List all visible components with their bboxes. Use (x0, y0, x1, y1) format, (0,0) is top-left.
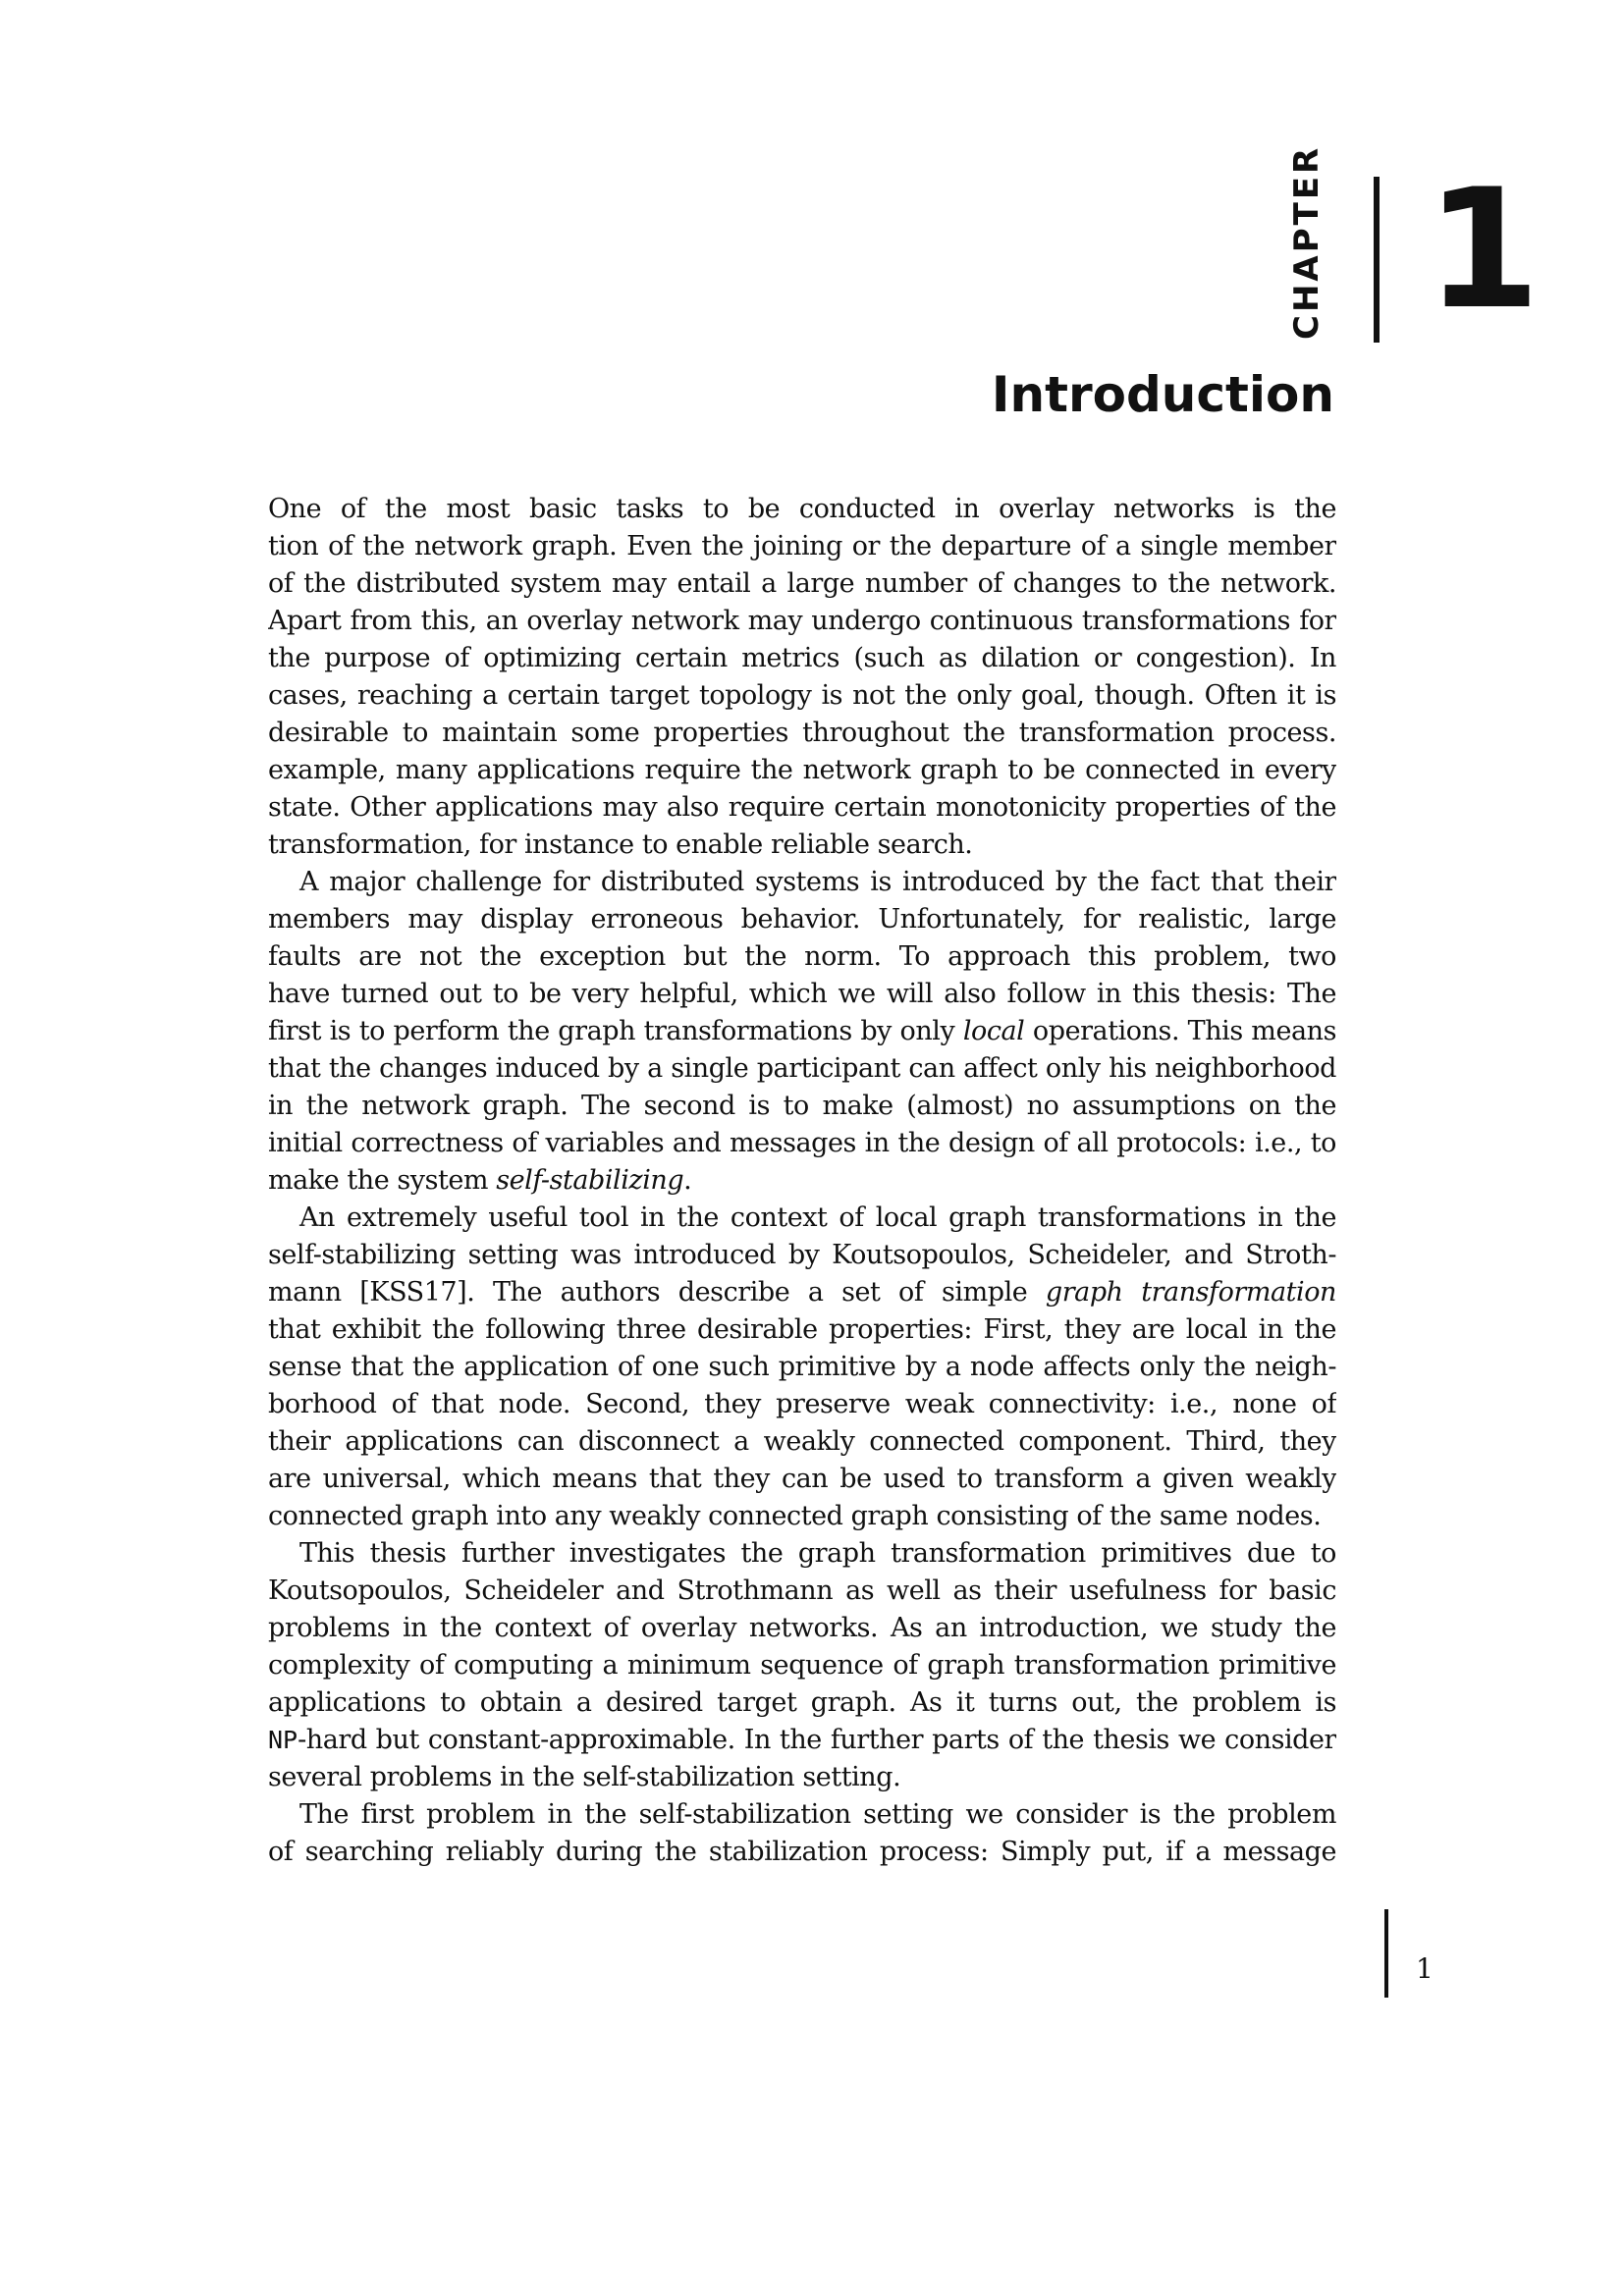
text-line: desirable to maintain some properties throughout the transformation process. (268, 718, 1336, 748)
text-line: their applications can disconnect a weakly connected component. Third, they (268, 1426, 1336, 1457)
paragraph (268, 1200, 1336, 1535)
text-line: A major challenge for distributed systems is introduced by the fact that their (299, 867, 1336, 897)
text-line: One of the most basic tasks to be conducted in overlay networks is the (268, 494, 1336, 524)
text-line: the purpose of optimizing certain metrics (such as dilation or congestion). In (268, 643, 1336, 673)
text-line: self-stabilizing setting was introduced by Koutsopoulos, Scheideler, and Stroth- (268, 1240, 1336, 1270)
text-line: example, many applications require the network graph to be connected in every (268, 755, 1336, 785)
chapter-number: 1 (1426, 153, 1541, 346)
text-line: have turned out to be very helpful, which we will also follow in this thesis: The (268, 979, 1336, 1009)
paragraph (268, 864, 1336, 1200)
text-line: faults are not the exception but the norm. To approach this problem, two (268, 941, 1336, 972)
text-line: of searching reliably during the stabilization process: Simply put, if a message (268, 1837, 1336, 1867)
text-line: connected graph into any weakly connected graph consisting of the same nodes. (268, 1501, 1322, 1531)
text-line: Koutsopoulos, Scheideler and Strothmann as well as their usefulness for basic (268, 1575, 1336, 1606)
chapter-title: Introduction (991, 366, 1334, 423)
text-line: first is to perform the graph transformations by only local operations. This means (268, 1016, 1336, 1046)
chapter-label: CHAPTER (1287, 144, 1326, 340)
emphasis: local (962, 1016, 1025, 1046)
text-line: that the changes induced by a single participant can affect only his neighborhood (268, 1053, 1336, 1084)
text-line: This thesis further investigates the graph transformation primitives due to (299, 1538, 1336, 1569)
text-line: An extremely useful tool in the context of local graph transformations in the (299, 1202, 1336, 1233)
body-text (268, 491, 1336, 1871)
text-line: tion of the network graph. Even the joining or the departure of a single member (268, 531, 1336, 561)
text-line: cases, reaching a certain target topology is not the only goal, though. Often it is (268, 680, 1336, 711)
text-line: sense that the application of one such primitive by a node affects only the neigh- (268, 1352, 1336, 1382)
paragraph (268, 1535, 1336, 1796)
chapter-divider (1374, 177, 1380, 343)
paragraph (268, 1796, 1336, 1871)
text-line: The first problem in the self-stabilization setting we consider is the problem (299, 1799, 1336, 1830)
page-number-divider (1384, 1909, 1388, 1998)
text-line: members may display erroneous behavior. Unfortunately, for realistic, large (268, 904, 1336, 934)
text-line: initial correctness of variables and messages in the design of all protocols: i.e., to (268, 1128, 1336, 1158)
text-line: mann [KSS17]. The authors describe a set of simple graph transformation (268, 1274, 1336, 1311)
text-line: problems in the context of overlay networks. As an introduction, we study the (268, 1613, 1336, 1643)
text-line: transformation, for instance to enable reliable search. (268, 829, 973, 860)
text-line: Apart from this, an overlay network may undergo continuous transformations for (268, 606, 1336, 636)
text-line: NP-hard but constant-approximable. In the further parts of the thesis we consider (268, 1725, 1336, 1755)
text-line: borhood of that node. Second, they preserve weak connectivity: i.e., none of (268, 1389, 1336, 1419)
text-line: make the system self-stabilizing. (268, 1165, 692, 1196)
paragraph (268, 491, 1336, 864)
text-line: applications to obtain a desired target graph. As it turns out, the problem is (268, 1687, 1336, 1718)
text-line: several problems in the self-stabilization setting. (268, 1762, 901, 1792)
text-line: in the network graph. The second is to make (almost) no assumptions on the (268, 1091, 1336, 1121)
text-line: are universal, which means that they can be used to transform a given weakly (268, 1464, 1336, 1494)
page-number: 1 (1416, 1952, 1434, 1985)
emphasis: self-stabilizing (496, 1165, 684, 1196)
text-line: complexity of computing a minimum sequence of graph transformation primitive (268, 1650, 1336, 1681)
text-line: state. Other applications may also require certain monotonicity properties of the (268, 792, 1336, 823)
text-line: of the distributed system may entail a large number of changes to the network. (268, 568, 1336, 599)
complexity-class: NP (268, 1726, 298, 1754)
text-line: that exhibit the following three desirable properties: First, they are local in the (268, 1314, 1336, 1345)
emphasis: graph transformation (1045, 1277, 1336, 1308)
